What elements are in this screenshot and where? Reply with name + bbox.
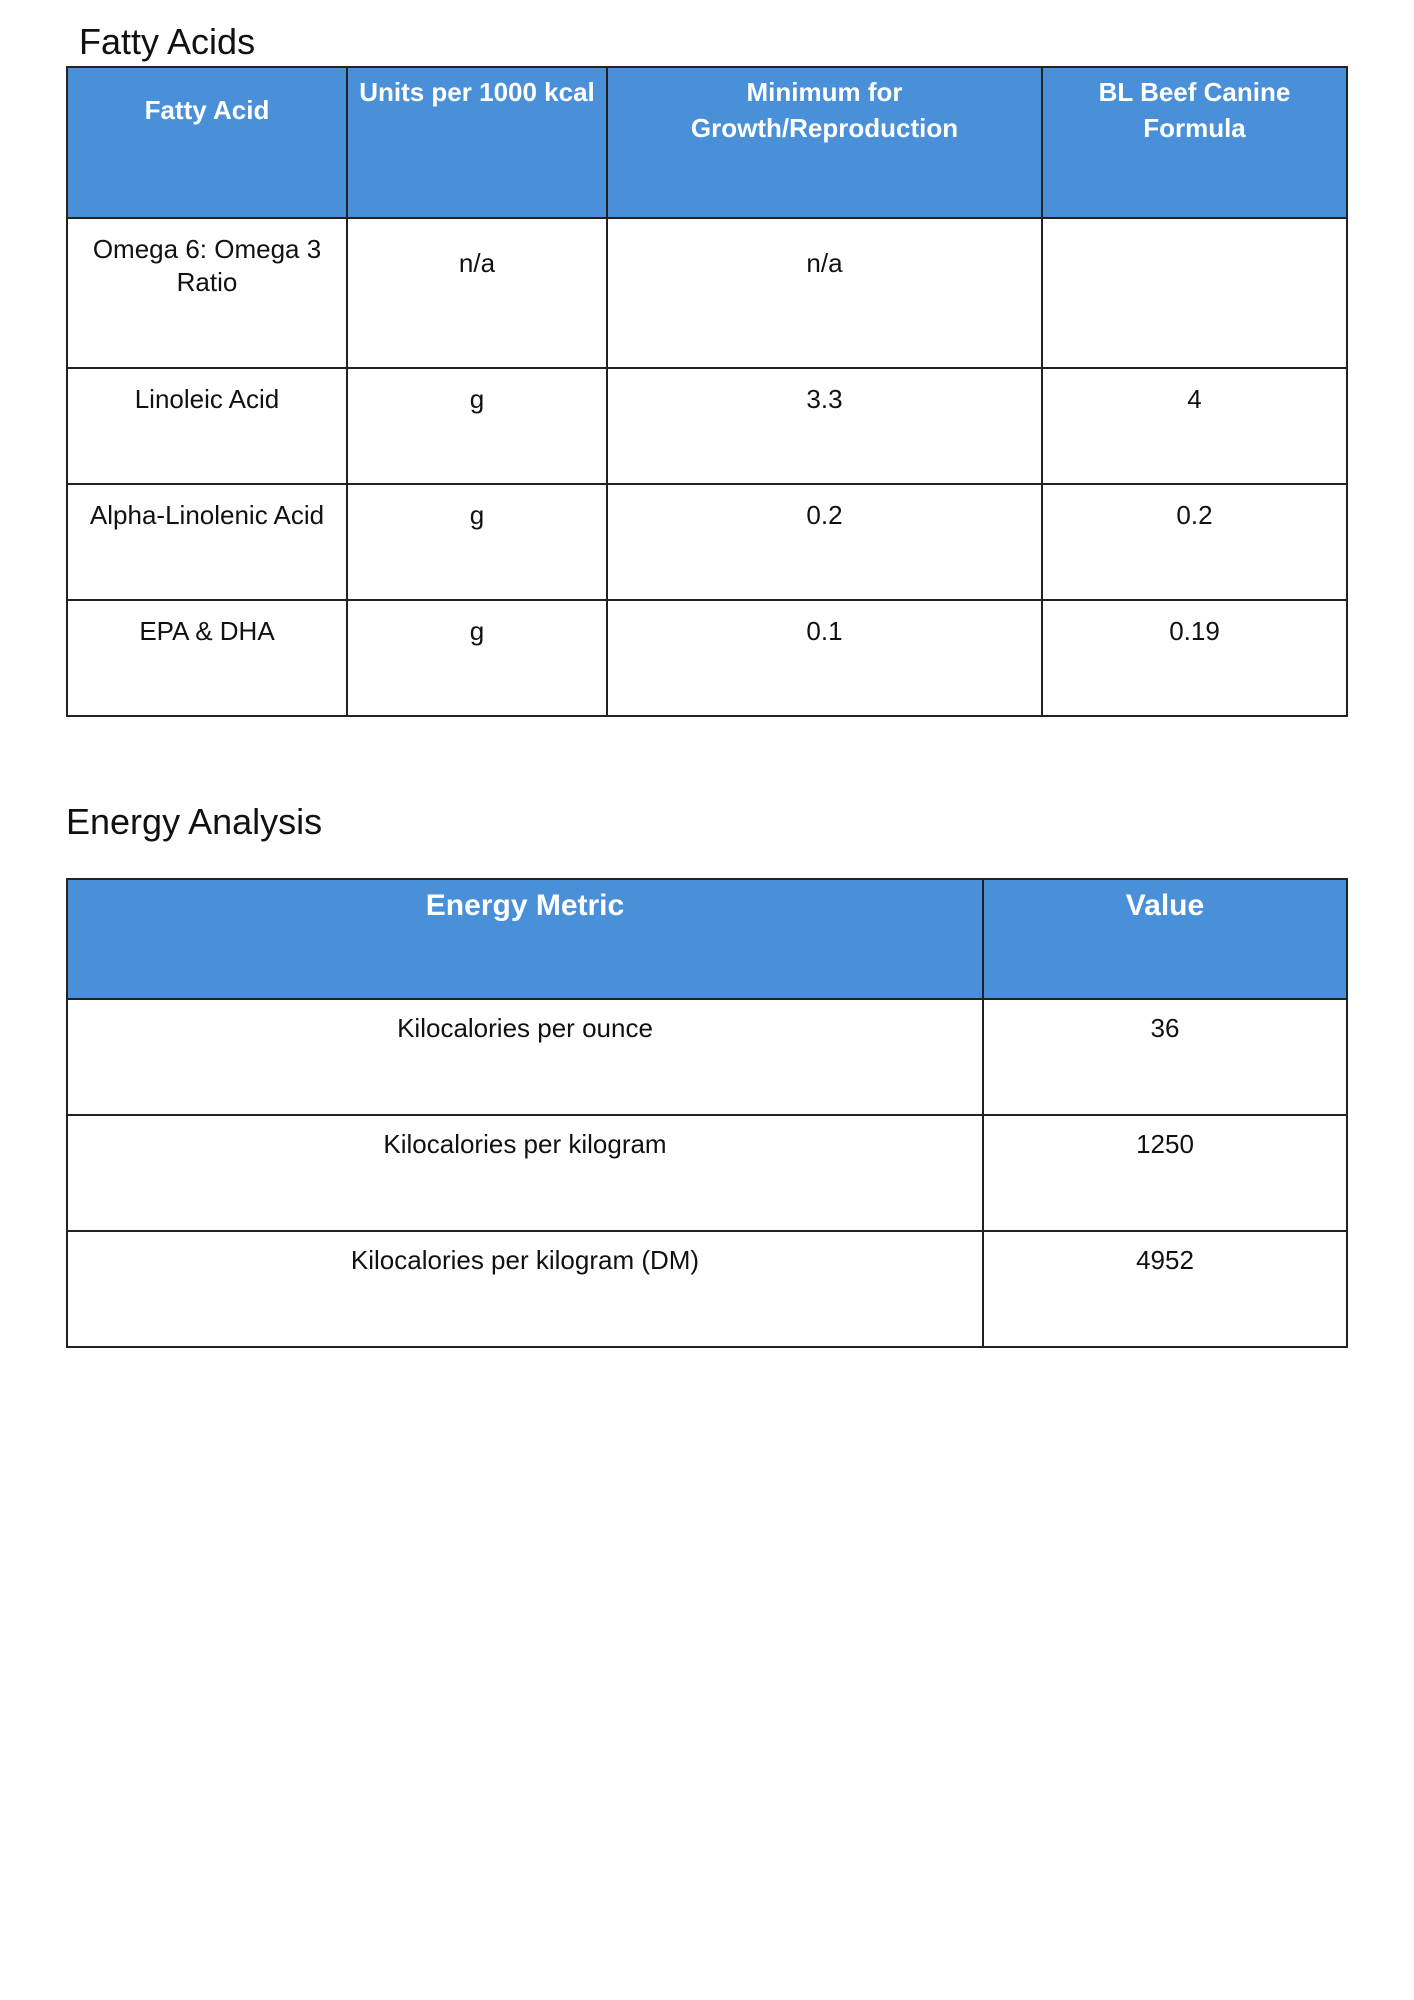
fatty-acids-table bbox=[66, 66, 1348, 717]
energy-header-row bbox=[67, 879, 1347, 999]
cell-fatty-acid-name: Omega 6: Omega 3 Ratio bbox=[67, 218, 347, 368]
cell-energy-value: 36 bbox=[983, 999, 1347, 1115]
energy-analysis-title: Energy Analysis bbox=[66, 801, 323, 842]
header-formula: BL Beef Canine Formula bbox=[1042, 67, 1347, 218]
cell-energy-value: 4952 bbox=[983, 1231, 1347, 1347]
cell-formula bbox=[1042, 218, 1347, 368]
table-row bbox=[67, 484, 1347, 600]
table-row bbox=[67, 218, 1347, 368]
table-row bbox=[67, 1115, 1347, 1231]
cell-fatty-acid-name: Alpha-Linolenic Acid bbox=[67, 484, 347, 600]
table-row bbox=[67, 999, 1347, 1115]
header-minimum: Minimum for Growth/Reproduction bbox=[607, 67, 1042, 218]
energy-analysis-table bbox=[66, 878, 1348, 1348]
cell-fatty-acid-name: EPA & DHA bbox=[67, 600, 347, 716]
cell-formula: 0.19 bbox=[1042, 600, 1347, 716]
header-units: Units per 1000 kcal bbox=[347, 67, 607, 218]
cell-units: g bbox=[347, 484, 607, 600]
fatty-acids-header-row bbox=[67, 67, 1347, 218]
cell-minimum: 3.3 bbox=[607, 368, 1042, 484]
cell-units: g bbox=[347, 368, 607, 484]
cell-fatty-acid-name: Linoleic Acid bbox=[67, 368, 347, 484]
header-value: Value bbox=[983, 879, 1347, 999]
header-fatty-acid: Fatty Acid bbox=[67, 67, 347, 218]
cell-minimum: 0.2 bbox=[607, 484, 1042, 600]
cell-units: n/a bbox=[347, 218, 607, 368]
header-energy-metric: Energy Metric bbox=[67, 879, 983, 999]
cell-formula: 4 bbox=[1042, 368, 1347, 484]
cell-minimum: n/a bbox=[607, 218, 1042, 368]
table-row bbox=[67, 1231, 1347, 1347]
cell-minimum: 0.1 bbox=[607, 600, 1042, 716]
table-row bbox=[67, 368, 1347, 484]
fatty-acids-title: Fatty Acids bbox=[79, 21, 256, 62]
cell-energy-value: 1250 bbox=[983, 1115, 1347, 1231]
cell-formula: 0.2 bbox=[1042, 484, 1347, 600]
cell-units: g bbox=[347, 600, 607, 716]
table-row bbox=[67, 600, 1347, 716]
cell-energy-metric: Kilocalories per kilogram bbox=[67, 1115, 983, 1231]
cell-energy-metric: Kilocalories per ounce bbox=[67, 999, 983, 1115]
cell-energy-metric: Kilocalories per kilogram (DM) bbox=[67, 1231, 983, 1347]
